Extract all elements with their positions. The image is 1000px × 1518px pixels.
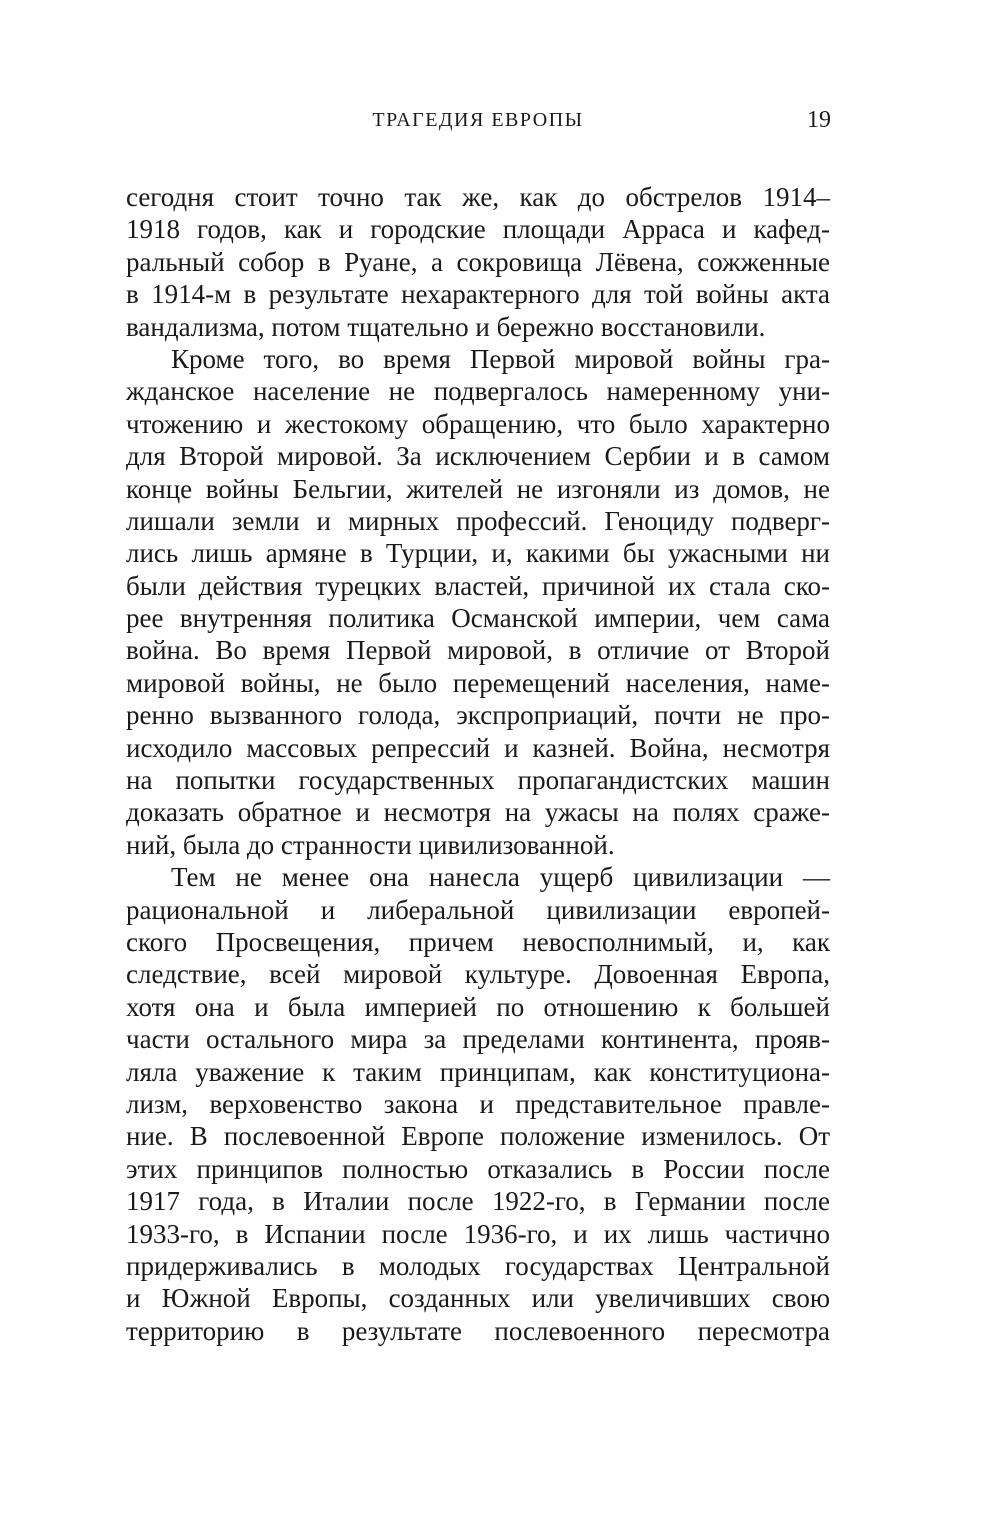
running-title: ТРАГЕДИЯ ЕВРОПЫ (372, 109, 584, 131)
text-line: лишали земли и мирных профессий. Геноциду подверг- (126, 505, 830, 536)
text-line: придерживались в молодых государствах Центральной (126, 1250, 830, 1281)
text-line: рее внутренняя политика Османской империи, чем сама (126, 603, 830, 634)
text-line: ренно вызванного голода, экспроприаций, почти не про- (126, 700, 830, 731)
text-line: 1917 года, в Италии после 1922-го, в Германии после (126, 1186, 830, 1217)
text-line: лись лишь армяне в Турции, и, какими бы ужасными ни (126, 538, 830, 569)
text-line: чтожению и жестокому обращению, что было характерно (126, 408, 830, 439)
text-line: в 1914-м в результате нехарактерного для той войны акта (126, 279, 830, 310)
text-line: этих принципов полностью отказались в России после (126, 1153, 830, 1184)
paragraph-2 (126, 343, 830, 861)
text-line: мировой войны, не было перемещений населения, наме- (126, 667, 830, 698)
text-line: 1918 годов, как и городские площади Арраса и кафед- (126, 214, 830, 245)
text-line: война. Во время Первой мировой, в отличие от Второй (126, 635, 830, 666)
text-line: ральный собор в Руане, а сокровища Лёвена, сожженные (126, 246, 830, 277)
text-line: лизм, верховенство закона и представительное правле- (126, 1088, 830, 1119)
text-line: ского Просвещения, причем невосполнимый, и, как (126, 926, 830, 957)
body-text (126, 181, 830, 1347)
text-line: сегодня стоит точно так же, как до обстрелов 1914– (126, 182, 830, 212)
text-line: были действия турецких властей, причиной их стала ско- (126, 570, 830, 601)
text-line: исходило массовых репрессий и казней. Война, несмотря (126, 732, 830, 763)
text-line: на попытки государственных пропагандистских машин (126, 765, 830, 796)
text-line: ние. В послевоенной Европе положение изменилось. От (126, 1121, 830, 1152)
text-line: доказать обратное и несмотря на ужасы на полях сраже- (126, 797, 830, 828)
page-number: 19 (807, 107, 831, 133)
paragraph-3 (126, 861, 830, 1347)
text-line: части остального мира за пределами континента, прояв- (126, 1024, 830, 1055)
text-line: Тем не менее она нанесла ущерб цивилизации — (171, 862, 830, 893)
text-line: следствие, всей мировой культуре. Довоенная Европа, (126, 959, 830, 990)
running-head (125, 104, 831, 136)
text-line: конце войны Бельгии, жителей не изгоняли из домов, не (126, 473, 830, 504)
text-line: территорию в результате послевоенного пересмотра (126, 1315, 830, 1346)
text-line: для Второй мировой. За исключением Сербии и в самом (126, 441, 830, 472)
text-line: рациональной и либеральной цивилизации европей- (126, 894, 830, 925)
text-line: жданское население не подвергалось намеренному уни- (126, 376, 830, 407)
text-line: ний, была до странности цивилизованной. (126, 829, 615, 860)
paragraph-1 (126, 181, 830, 343)
text-line: вандализма, потом тщательно и бережно восстановили. (126, 311, 766, 342)
text-line: хотя она и была империей по отношению к большей (126, 991, 830, 1022)
text-line: ляла уважение к таким принципам, как конституциона- (126, 1056, 830, 1087)
text-line: 1933-го, в Испании после 1936-го, и их лишь частично (126, 1218, 830, 1249)
text-line: Кроме того, во время Первой мировой войны гра- (171, 343, 830, 374)
text-line: и Южной Европы, созданных или увеличивших свою (126, 1283, 830, 1314)
